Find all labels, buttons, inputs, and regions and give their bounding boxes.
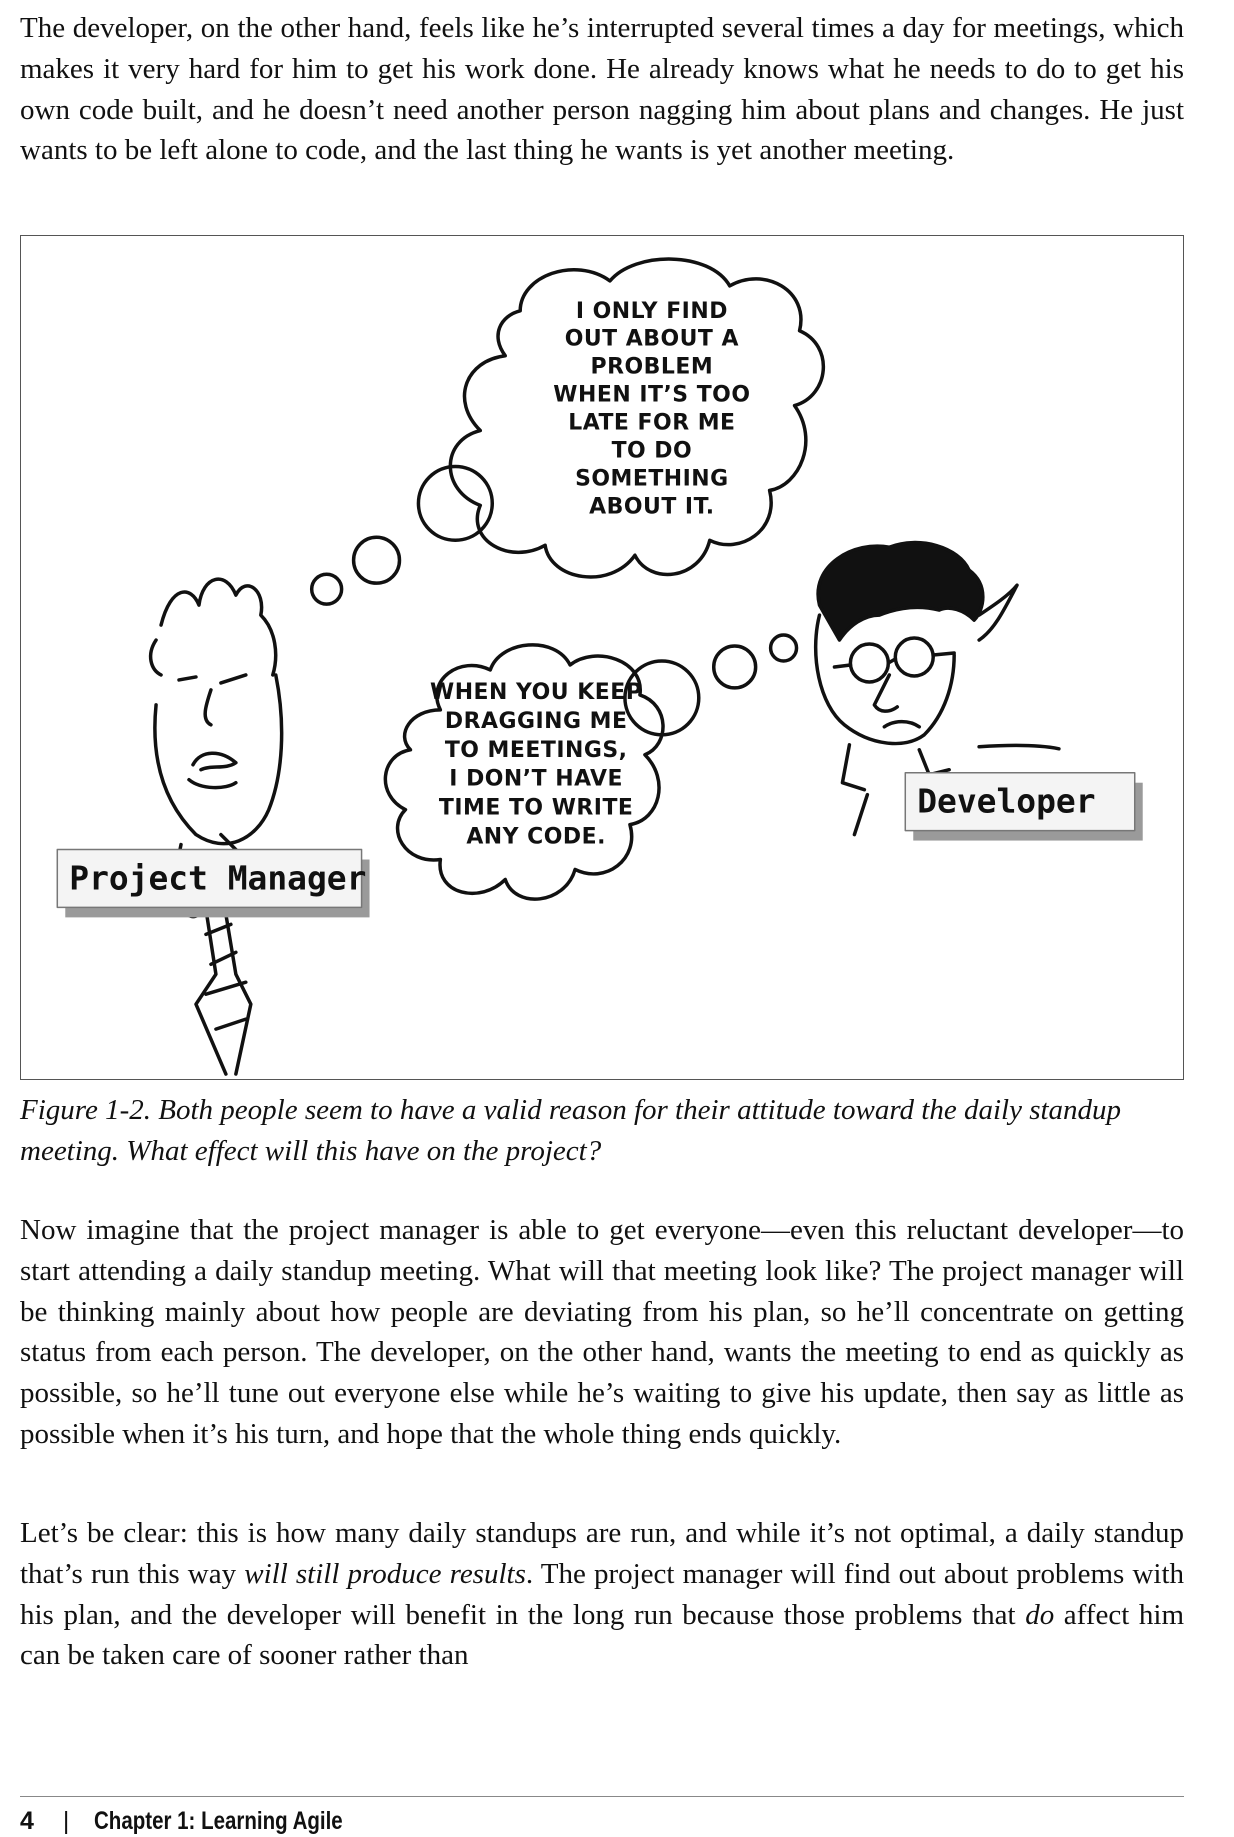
pm-thought-line: LATE FOR ME xyxy=(568,410,736,436)
paragraph-standup: Now imagine that the project manager is able to get everyone—even this reluctant developer—to start attending a daily standup meeting. What will that meeting look like? The project manager will be thinking mainly about how people are deviating from his plan, so he’ll concentrate on getting status from each person. The developer, on the other hand, wants the meeting to end as quickly as possible, so he’ll tune out everyone else while he’s waiting to give his update, then say as little as possible when it’s his turn, and hope that the whole thing ends quickly. xyxy=(20,1214,1184,1450)
dev-thought-text xyxy=(430,680,642,850)
footer-separator: | xyxy=(62,1807,70,1835)
paragraph-text: . The project manager will find out about problems with his plan, and the developer will benefit in the long run because those problems that xyxy=(20,1557,1184,1631)
chapter-title: Chapter 1: Learning Agile xyxy=(94,1807,344,1835)
developer-label: Developer xyxy=(917,781,1096,821)
dev-thought-line: ANY CODE. xyxy=(466,824,606,850)
emphasis-text: do xyxy=(1025,1598,1055,1631)
paragraph-text: affect him can be taken care of sooner rather than xyxy=(20,1598,1185,1672)
emphasis-text: will still produce results xyxy=(244,1557,526,1590)
dev-thought-line: TO MEETINGS, xyxy=(444,737,628,763)
dev-thought-line: I DON’T HAVE xyxy=(449,766,624,792)
pm-thought-line: I ONLY FIND xyxy=(575,298,728,324)
pm-thought-line: OUT ABOUT A xyxy=(564,326,740,352)
project-manager-drawing xyxy=(151,579,306,1074)
paragraph-clear xyxy=(20,1513,1184,1676)
project-manager-tag xyxy=(57,850,369,918)
figure-illustration xyxy=(20,235,1184,1080)
dev-thought-line: TIME TO WRITE xyxy=(438,795,634,821)
project-manager-label: Project Manager xyxy=(69,858,367,898)
figure-caption: Figure 1-2. Both people seem to have a valid reason for their attitude toward the daily standup meeting. What effect will this have on the project? xyxy=(20,1094,1122,1167)
pm-thought-line: PROBLEM xyxy=(590,354,714,380)
paragraph-intro: The developer, on the other hand, feels like he’s interrupted several times a day for meetings, which makes it very hard for him to get his work done. He already knows what he needs to do to get his own code built, and he doesn’t need another person nagging him about plans and changes. He just wants to be left alone to code, and the last thing he wants is yet another meeting. xyxy=(20,12,1184,167)
pm-thought-line: WHEN IT’S TOO xyxy=(553,382,751,408)
pm-thought-line: SOMETHING xyxy=(575,466,729,492)
pm-thought-line: TO DO xyxy=(611,438,693,464)
footer-rule xyxy=(20,1796,1184,1797)
dev-thought-line: DRAGGING ME xyxy=(444,708,628,734)
dev-thought-line: WHEN YOU KEEP xyxy=(430,679,643,705)
page-number: 4 xyxy=(20,1807,34,1835)
page-footer xyxy=(20,1806,398,1836)
paragraph-text: Let’s be clear: this is how many daily standups are run, and while it’s not optimal, a daily standup that’s run this way xyxy=(20,1517,1184,1590)
developer-tag xyxy=(905,773,1142,841)
pm-thought-text xyxy=(553,299,750,520)
pm-thought-line: ABOUT IT. xyxy=(589,494,715,520)
